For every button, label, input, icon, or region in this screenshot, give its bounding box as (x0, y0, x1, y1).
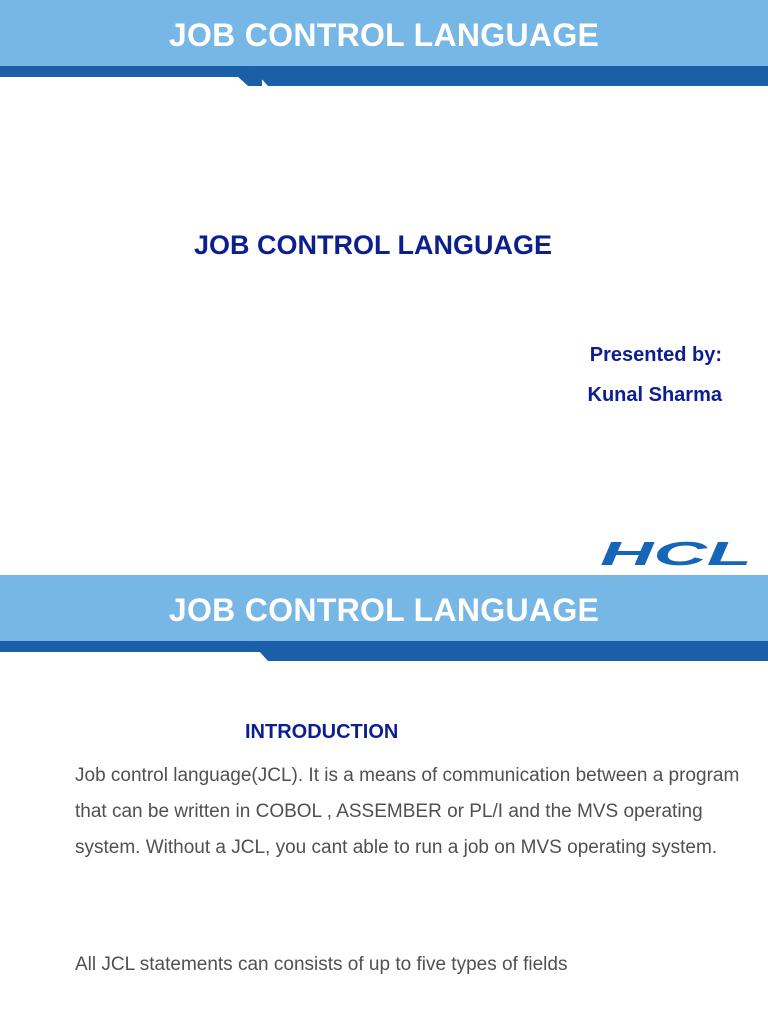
slide-introduction (0, 575, 768, 1024)
hcl-logo-icon (598, 539, 754, 569)
slide-title-text: JOB CONTROL LANGUAGE (193, 230, 552, 260)
presented-by-label: Presented by: (589, 344, 722, 366)
intro-paragraph: Job control language(JCL). It is a means of communication between a program that can be written in COBOL , ASSEMBER or PL/I and the MVS operating system. Without a JCL, you cant able to run a job on MVS operating system. (75, 765, 740, 858)
fields-paragraph: All JCL statements can consists of up to five types of fields (75, 954, 568, 975)
section-heading: INTRODUCTION (245, 721, 399, 743)
header-title: JOB CONTROL LANGUAGE (168, 592, 600, 628)
header-title: JOB CONTROL LANGUAGE (168, 17, 600, 53)
presenter-name: Kunal Sharma (587, 384, 722, 406)
hcl-logo-text: HCL (600, 539, 752, 569)
